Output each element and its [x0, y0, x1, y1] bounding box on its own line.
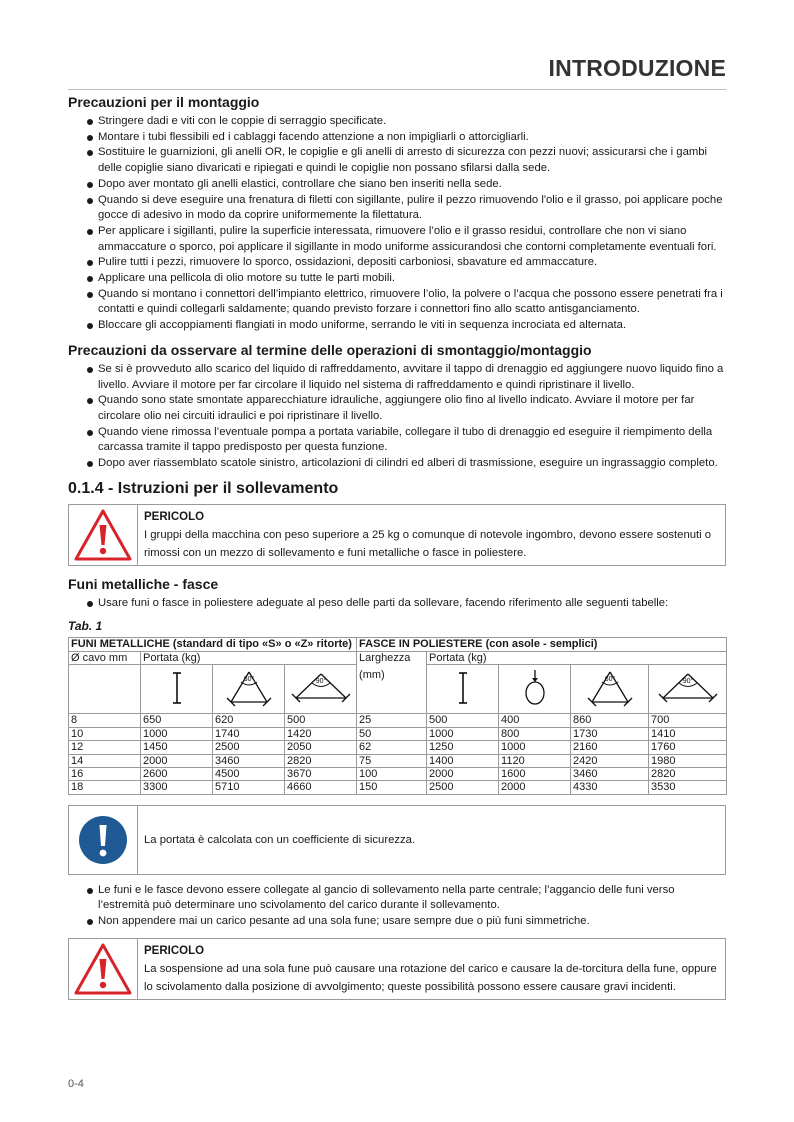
table-title-row	[69, 638, 727, 651]
table-cell: 1410	[649, 727, 727, 740]
table-cell: 16	[69, 767, 141, 780]
info-exclamation-icon	[69, 806, 138, 874]
table-cell: 400	[499, 714, 571, 727]
ropes-heading: Funi metalliche - fasce	[68, 575, 219, 592]
table-cell: 150	[357, 781, 427, 794]
list-item: Dopo aver montato gli anelli elastici, controllare che siano ben inseriti nella sede.	[86, 177, 726, 193]
list-item: Quando sono state smontate apparecchiature idrauliche, aggiungere olio fino al livello indicato. Avviare il motore per far circolare olio nei circuiti idraulici e poi ripristinare il livello.	[86, 393, 726, 424]
page-header-title: INTRODUZIONE	[548, 55, 726, 81]
angle-90-label: 90°	[682, 677, 693, 685]
table-cell: 1980	[649, 754, 727, 767]
list-item: Montare i tubi flessibili ed i cablaggi facendo attenzione a non impigliarli o attorcigliarli.	[86, 130, 726, 146]
list-item: Quando si montano i connettori dell’impianto elettrico, rimuovere l’olio, la polvere o l’acqua che possono essere penetrati fra i contatti e quindi collegarli saldamente; quando previsto forzare i connettori fino allo scatto antisganciamento.	[86, 287, 726, 318]
table-cell: 650	[141, 714, 213, 727]
after-operations-list	[68, 362, 726, 472]
table-cell: 14	[69, 754, 141, 767]
note-box	[68, 805, 726, 875]
table-cell: 620	[213, 714, 285, 727]
list-item: Non appendere mai un carico pesante ad una sola fune; usare sempre due o più funi simmetriche.	[86, 914, 726, 930]
table-cell: 4330	[571, 781, 649, 794]
table-cell: 1420	[285, 727, 357, 740]
single-rope-icon	[141, 665, 213, 714]
rope-usage-list	[68, 883, 726, 930]
list-item: Usare funi o fasce in poliestere adeguate al peso delle parti da sollevare, facendo riferimento alle seguenti tabelle:	[86, 596, 726, 612]
list-item: Se si è provveduto allo scarico del liquido di raffreddamento, avvitare il tappo di drenaggio ed aggiungere nuovo liquido fino a livello. Avviare il motore per far circolare il liquido nel sistema di raffreddamento e quindi ripristinare il livello.	[86, 362, 726, 393]
list-item: Quando si deve eseguire una frenatura di filetti con sigillante, pulire il pezzo rimuovendo l'olio e il grasso, poi applicare poche gocce di adesivo in modo da coprire uniformemente la filettatura.	[86, 193, 726, 224]
list-item: Bloccare gli accoppiamenti flangiati in modo uniforme, serrando le viti in sequenza incrociata ed alternata.	[86, 318, 726, 334]
table-cell: 2420	[571, 754, 649, 767]
width-header	[357, 651, 427, 713]
table-row	[69, 781, 727, 794]
table-cell: 500	[427, 714, 499, 727]
table-cell: 2000	[141, 754, 213, 767]
assembly-precautions-list	[68, 114, 726, 334]
table-cell: 1000	[141, 727, 213, 740]
danger-box	[68, 504, 726, 566]
list-item: Pulire tutti i pezzi, rimuovere lo sporco, ossidazioni, depositi carboniosi, sbavature ed ammaccature.	[86, 255, 726, 271]
warning-exclamation-icon	[69, 505, 138, 565]
sling-load-header: Portata (kg)	[427, 651, 727, 664]
angle-60-label: 60°	[604, 675, 615, 683]
wire-rope-header: FUNI METALLICHE (standard di tipo «S» o «Z» ritorte)	[69, 638, 357, 651]
table-cell: 5710	[213, 781, 285, 794]
table-cell: 2500	[213, 741, 285, 754]
table-row	[69, 767, 727, 780]
table-cell: 2000	[499, 781, 571, 794]
rope-90-degree-icon	[285, 665, 357, 714]
page-number: 0-4	[68, 1078, 84, 1090]
table-cell: 3530	[649, 781, 727, 794]
warning-exclamation-icon	[69, 939, 138, 999]
table-cell: 2820	[285, 754, 357, 767]
danger-title: PERICOLO	[144, 510, 205, 523]
list-item: Sostituire le guarnizioni, gli anelli OR, le copiglie e gli anelli di arresto di sicurezza con pezzi nuovi; assicurarsi che i gambi delle copiglie siano divaricati e ripiegati e quindi le copiglie non possano sfilarsi dalla sede.	[86, 145, 726, 176]
list-item: Applicare una pellicola di olio motore su tutte le parti mobili.	[86, 271, 726, 287]
table-cell: 1740	[213, 727, 285, 740]
table-cell: 25	[357, 714, 427, 727]
page-content	[68, 94, 726, 1006]
table-cell: 2160	[571, 741, 649, 754]
table-row	[69, 727, 727, 740]
table-cell: 2600	[141, 767, 213, 780]
danger-box	[68, 938, 726, 1000]
danger-message	[138, 505, 725, 565]
assembly-precautions-heading: Precauzioni per il montaggio	[68, 94, 260, 110]
table-cell: 18	[69, 781, 141, 794]
lifting-instructions-heading: 0.1.4 - Istruzioni per il sollevamento	[68, 479, 339, 497]
list-item: Stringere dadi e viti con le coppie di serraggio specificate.	[86, 114, 726, 130]
width-label: Larghezza	[359, 651, 411, 664]
table-cell: 4660	[285, 781, 357, 794]
angle-90-label: 90°	[315, 677, 326, 685]
header-divider	[68, 89, 726, 90]
table-cell: 10	[69, 727, 141, 740]
table-cell: 2820	[649, 767, 727, 780]
danger-message	[138, 939, 725, 999]
table-cell: 3300	[141, 781, 213, 794]
table-cell: 2000	[427, 767, 499, 780]
table-cell: 3460	[213, 754, 285, 767]
table-cell: 2500	[427, 781, 499, 794]
rope-load-header: Portata (kg)	[141, 651, 357, 664]
loop-sling-icon	[499, 665, 571, 714]
table-row	[69, 754, 727, 767]
angle-60-label: 60°	[243, 675, 254, 683]
sling-60-degree-icon	[571, 665, 649, 714]
table-cell: 50	[357, 727, 427, 740]
ropes-list	[68, 596, 726, 612]
table-cell: 1450	[141, 741, 213, 754]
table-subheader-row	[69, 651, 727, 664]
table-cell: 3460	[571, 767, 649, 780]
table-cell: 860	[571, 714, 649, 727]
note-text: La portata è calcolata con un coefficiente di sicurezza.	[144, 833, 416, 846]
table-cell: 2050	[285, 741, 357, 754]
diameter-header: Ø cavo mm	[69, 651, 141, 664]
list-item: Dopo aver riassemblato scatole sinistro, articolazioni di cilindri ed alberi di trasmissione, eseguire un ingrassaggio completo.	[86, 456, 726, 472]
table-cell: 75	[357, 754, 427, 767]
width-unit: (mm)	[359, 669, 385, 682]
single-sling-icon	[427, 665, 499, 714]
table-cell: 1600	[499, 767, 571, 780]
empty-cell	[69, 665, 141, 714]
table-cell: 1400	[427, 754, 499, 767]
table-cell: 700	[649, 714, 727, 727]
rope-60-degree-icon	[213, 665, 285, 714]
table-cell: 8	[69, 714, 141, 727]
table-cell: 1120	[499, 754, 571, 767]
table-cell: 3670	[285, 767, 357, 780]
table-cell: 500	[285, 714, 357, 727]
sling-90-degree-icon	[649, 665, 727, 714]
list-item: Le funi e le fasce devono essere collegate al gancio di sollevamento nella parte centrale; l’aggancio delle funi verso l’estremità può determinare uno scivolamento del carico durante il sollevamento.	[86, 883, 726, 914]
table-cell: 800	[499, 727, 571, 740]
table-cell: 1760	[649, 741, 727, 754]
table-cell: 1000	[499, 741, 571, 754]
table-row	[69, 714, 727, 727]
table-cell: 100	[357, 767, 427, 780]
danger-text: La sospensione ad una sola fune può causare una rotazione del carico e causare la de-torcitura della fune, oppure lo scivolamento dalla posizione di avvolgimento; queste possibilità possono essere causare gravi incidenti.	[144, 962, 717, 993]
list-item: Quando viene rimossa l’eventuale pompa a portata variabile, collegare il tubo di drenaggio ed eseguire il riempimento della carcassa tramite il tappo predisposto per questa funzione.	[86, 425, 726, 456]
lifting-capacity-table	[68, 637, 727, 794]
table-cell: 1730	[571, 727, 649, 740]
after-operations-heading: Precauzioni da osservare al termine delle operazioni di smontaggio/montaggio	[68, 341, 592, 358]
danger-title: PERICOLO	[144, 944, 205, 957]
table-cell: 1250	[427, 741, 499, 754]
table-caption: Tab. 1	[68, 619, 103, 634]
table-cell: 1000	[427, 727, 499, 740]
table-cell: 12	[69, 741, 141, 754]
danger-text: I gruppi della macchina con peso superiore a 25 kg o comunque di notevole ingombro, devono essere sostenuti o rimossi con un mezzo di sollevamento e funi metalliche o fasce in poliestere.	[144, 528, 712, 559]
table-cell: 4500	[213, 767, 285, 780]
table-row	[69, 741, 727, 754]
table-cell: 62	[357, 741, 427, 754]
polyester-sling-header: FASCE IN POLIESTERE (con asole - semplici)	[357, 638, 727, 651]
list-item: Per applicare i sigillanti, pulire la superficie interessata, rimuovere l’olio e il grasso residui, controllare che non vi siano ammaccature o sporco, poi applicare il sigillante in modo uniforme assicurandosi che contorni completamente eventuali fori.	[86, 224, 726, 255]
